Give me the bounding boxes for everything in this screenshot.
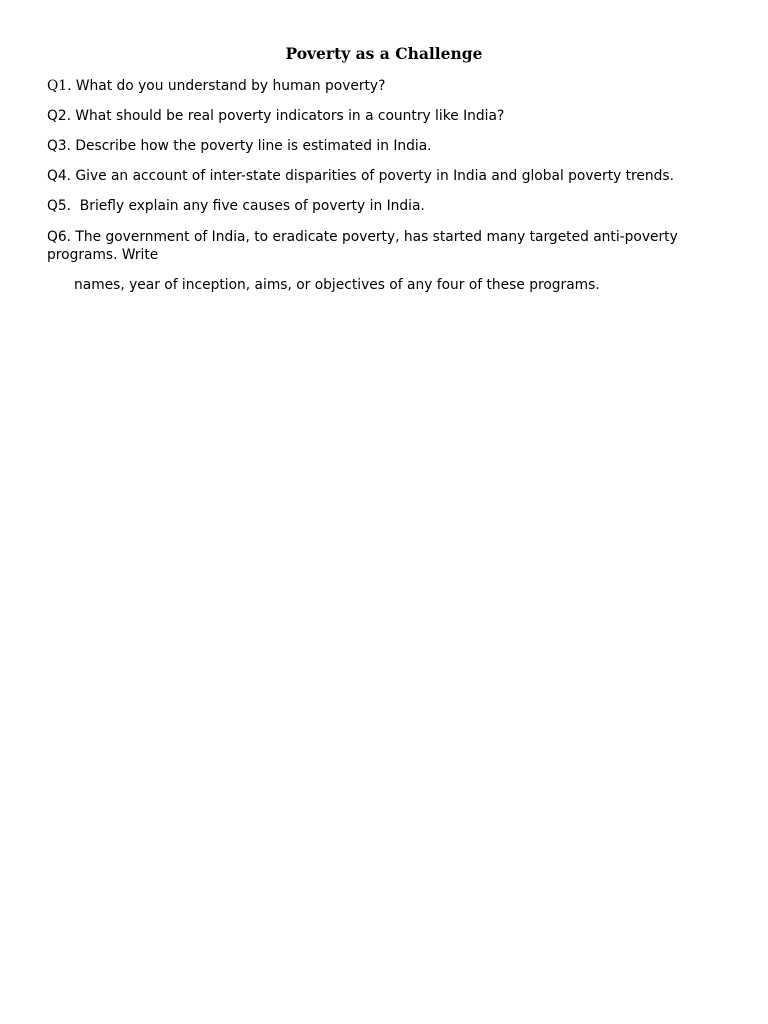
question-number: Q1. <box>47 78 72 94</box>
question-text: What should be real poverty indicators in a country like India? <box>71 108 505 124</box>
question-3 <box>47 137 727 155</box>
question-text: Describe how the poverty line is estimated in India. <box>71 138 432 154</box>
question-number: Q5. <box>47 198 72 214</box>
page-title: Poverty as a Challenge <box>285 44 483 63</box>
question-4 <box>47 167 727 185</box>
question-5 <box>47 197 727 215</box>
question-text: Give an account of inter-state disparities of poverty in India and global poverty trends. <box>71 168 674 184</box>
question-1 <box>47 77 727 95</box>
question-number: Q2. <box>47 108 72 124</box>
question-text: What do you understand by human poverty? <box>71 78 386 94</box>
question-number: Q6. <box>47 229 72 245</box>
question-2 <box>47 107 727 125</box>
question-number: Q3. <box>47 138 72 154</box>
question-number: Q4. <box>47 168 72 184</box>
question-6-continuation: names, year of inception, aims, or objectives of any four of these programs. <box>74 277 600 293</box>
question-text: Briefly explain any five causes of poverty in India. <box>71 198 425 214</box>
question-text: The government of India, to eradicate poverty, has started many targeted anti-poverty programs. Write <box>47 229 683 263</box>
question-6 <box>47 228 727 264</box>
